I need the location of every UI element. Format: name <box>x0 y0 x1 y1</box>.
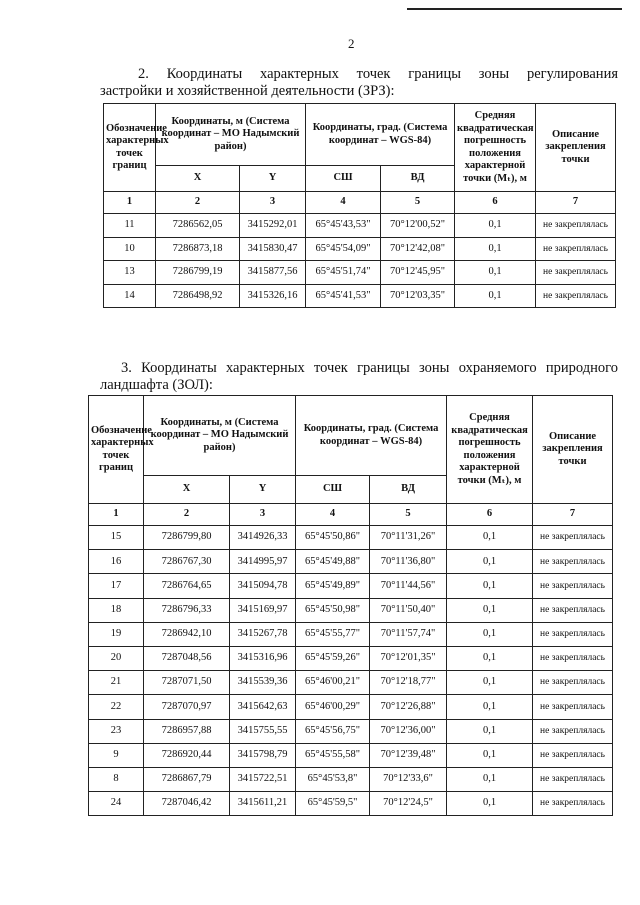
zol-coordinates-table <box>88 395 613 816</box>
y-coordinate: 3415094,78 <box>230 574 296 598</box>
longitude: 70°12'01,35" <box>370 646 447 670</box>
rmse-value: 0,1 <box>447 598 533 622</box>
column-number: 7 <box>533 504 613 526</box>
y-coordinate: 3415316,96 <box>230 646 296 670</box>
rmse-value: 0,1 <box>447 671 533 695</box>
table-row <box>104 214 616 238</box>
header-x: X <box>144 476 230 504</box>
latitude: 65°45'54,09" <box>306 237 381 261</box>
x-coordinate: 7286764,65 <box>144 574 230 598</box>
table-row <box>89 695 613 719</box>
y-coordinate: 3415642,63 <box>230 695 296 719</box>
header-description: Описание закрепления точки <box>536 104 616 192</box>
fixation-description: не закреплялась <box>533 695 613 719</box>
header-x: X <box>156 166 240 192</box>
y-coordinate: 3415722,51 <box>230 767 296 791</box>
fixation-description: не закреплялась <box>536 214 616 238</box>
column-number: 3 <box>230 504 296 526</box>
point-id: 11 <box>104 214 156 238</box>
rmse-value: 0,1 <box>455 214 536 238</box>
fixation-description: не закреплялась <box>533 550 613 574</box>
rmse-value: 0,1 <box>447 792 533 816</box>
table-row <box>89 743 613 767</box>
rmse-value: 0,1 <box>447 622 533 646</box>
table-row <box>89 550 613 574</box>
fixation-description: не закреплялась <box>533 622 613 646</box>
rmse-value: 0,1 <box>447 695 533 719</box>
x-coordinate: 7286562,05 <box>156 214 240 238</box>
table-row <box>104 284 616 308</box>
rmse-value: 0,1 <box>447 526 533 550</box>
header-coords-deg: Координаты, град. (Система координат – WGS-84) <box>306 104 455 166</box>
point-id: 20 <box>89 646 144 670</box>
fixation-description: не закреплялась <box>536 261 616 285</box>
latitude: 65°45'50,98" <box>296 598 370 622</box>
point-id: 21 <box>89 671 144 695</box>
longitude: 70°11'57,74" <box>370 622 447 646</box>
latitude: 65°45'41,53" <box>306 284 381 308</box>
header-y: Y <box>230 476 296 504</box>
longitude: 70°12'00,52" <box>381 214 455 238</box>
table-row <box>89 671 613 695</box>
x-coordinate: 7286867,79 <box>144 767 230 791</box>
y-coordinate: 3414926,33 <box>230 526 296 550</box>
latitude: 65°45'53,8" <box>296 767 370 791</box>
rmse-value: 0,1 <box>447 767 533 791</box>
y-coordinate: 3415326,16 <box>240 284 306 308</box>
latitude: 65°45'49,88" <box>296 550 370 574</box>
rmse-value: 0,1 <box>455 284 536 308</box>
column-number: 6 <box>447 504 533 526</box>
x-coordinate: 7286767,30 <box>144 550 230 574</box>
longitude: 70°12'36,00" <box>370 719 447 743</box>
section-3-heading <box>100 360 618 394</box>
x-coordinate: 7286957,88 <box>144 719 230 743</box>
rmse-value: 0,1 <box>447 646 533 670</box>
header-lon: ВД <box>370 476 447 504</box>
fixation-description: не закреплялась <box>533 646 613 670</box>
rmse-value: 0,1 <box>447 574 533 598</box>
latitude: 65°45'55,58" <box>296 743 370 767</box>
longitude: 70°12'39,48" <box>370 743 447 767</box>
table-row <box>89 574 613 598</box>
rmse-value: 0,1 <box>447 743 533 767</box>
y-coordinate: 3415292,01 <box>240 214 306 238</box>
point-id: 15 <box>89 526 144 550</box>
column-number: 4 <box>296 504 370 526</box>
latitude: 65°46'00,21" <box>296 671 370 695</box>
x-coordinate: 7286942,10 <box>144 622 230 646</box>
top-rule-line <box>407 8 622 10</box>
header-coords-deg: Координаты, град. (Система координат – WGS-84) <box>296 396 447 476</box>
section-2-heading <box>100 66 618 100</box>
column-number: 3 <box>240 192 306 214</box>
column-number: 7 <box>536 192 616 214</box>
longitude: 70°12'24,5" <box>370 792 447 816</box>
point-id: 8 <box>89 767 144 791</box>
table-row <box>89 622 613 646</box>
header-y: Y <box>240 166 306 192</box>
point-id: 23 <box>89 719 144 743</box>
column-number: 6 <box>455 192 536 214</box>
point-id: 10 <box>104 237 156 261</box>
fixation-description: не закреплялась <box>533 767 613 791</box>
fixation-description: не закреплялась <box>533 743 613 767</box>
point-id: 18 <box>89 598 144 622</box>
x-coordinate: 7287071,50 <box>144 671 230 695</box>
column-number: 4 <box>306 192 381 214</box>
point-id: 14 <box>104 284 156 308</box>
column-number-row <box>89 504 613 526</box>
latitude: 65°45'49,89" <box>296 574 370 598</box>
longitude: 70°11'50,40" <box>370 598 447 622</box>
fixation-description: не закреплялась <box>533 792 613 816</box>
column-number: 1 <box>104 192 156 214</box>
y-coordinate: 3415169,97 <box>230 598 296 622</box>
y-coordinate: 3414995,97 <box>230 550 296 574</box>
header-rmse: Средняя квадратическая погрешность положения характерной точки (Mₜ), м <box>447 396 533 504</box>
y-coordinate: 3415830,47 <box>240 237 306 261</box>
longitude: 70°12'42,08" <box>381 237 455 261</box>
y-coordinate: 3415539,36 <box>230 671 296 695</box>
fixation-description: не закреплялась <box>533 598 613 622</box>
longitude: 70°12'26,88" <box>370 695 447 719</box>
section-3-title-line-1: 3. Координаты характерных точек границы зоны охраняемого природного <box>121 360 618 376</box>
longitude: 70°12'33,6" <box>370 767 447 791</box>
fixation-description: не закреплялась <box>536 237 616 261</box>
column-number: 5 <box>381 192 455 214</box>
point-id: 22 <box>89 695 144 719</box>
x-coordinate: 7286796,33 <box>144 598 230 622</box>
longitude: 70°12'18,77" <box>370 671 447 695</box>
header-lat: СШ <box>296 476 370 504</box>
header-lon: ВД <box>381 166 455 192</box>
latitude: 65°45'43,53" <box>306 214 381 238</box>
header-lat: СШ <box>306 166 381 192</box>
fixation-description: не закреплялась <box>536 284 616 308</box>
y-coordinate: 3415611,21 <box>230 792 296 816</box>
x-coordinate: 7286799,80 <box>144 526 230 550</box>
point-id: 19 <box>89 622 144 646</box>
column-number: 2 <box>156 192 240 214</box>
table-row <box>89 792 613 816</box>
latitude: 65°45'56,75" <box>296 719 370 743</box>
latitude: 65°45'51,74" <box>306 261 381 285</box>
latitude: 65°46'00,29" <box>296 695 370 719</box>
page-number: 2 <box>348 36 355 51</box>
table-row <box>89 646 613 670</box>
rmse-value: 0,1 <box>447 550 533 574</box>
longitude: 70°11'36,80" <box>370 550 447 574</box>
x-coordinate: 7286498,92 <box>156 284 240 308</box>
point-id: 17 <box>89 574 144 598</box>
table-row <box>104 237 616 261</box>
point-id: 16 <box>89 550 144 574</box>
longitude: 70°12'03,35" <box>381 284 455 308</box>
section-3-title-line-2: ландшафта (ЗОЛ): <box>100 377 213 393</box>
column-number: 1 <box>89 504 144 526</box>
table-row <box>89 767 613 791</box>
rmse-value: 0,1 <box>455 261 536 285</box>
latitude: 65°45'59,26" <box>296 646 370 670</box>
y-coordinate: 3415798,79 <box>230 743 296 767</box>
y-coordinate: 3415755,55 <box>230 719 296 743</box>
point-id: 13 <box>104 261 156 285</box>
fixation-description: не закреплялась <box>533 671 613 695</box>
x-coordinate: 7286799,19 <box>156 261 240 285</box>
section-2-title-line-2: застройки и хозяйственной деятельности (ЗРЗ): <box>100 83 395 99</box>
table-row <box>89 598 613 622</box>
table-row <box>89 526 613 550</box>
header-coords-m: Координаты, м (Система координат – МО Надымский район) <box>144 396 296 476</box>
longitude: 70°11'44,56" <box>370 574 447 598</box>
latitude: 65°45'50,86" <box>296 526 370 550</box>
column-number: 2 <box>144 504 230 526</box>
y-coordinate: 3415877,56 <box>240 261 306 285</box>
x-coordinate: 7286920,44 <box>144 743 230 767</box>
rmse-value: 0,1 <box>447 719 533 743</box>
header-coords-m: Координаты, м (Система координат – МО Надымский район) <box>156 104 306 166</box>
table-row <box>104 261 616 285</box>
rmse-value: 0,1 <box>455 237 536 261</box>
zrz-coordinates-table <box>103 103 616 308</box>
x-coordinate: 7287046,42 <box>144 792 230 816</box>
x-coordinate: 7287070,97 <box>144 695 230 719</box>
longitude: 70°12'45,95" <box>381 261 455 285</box>
section-2-title-line-1: 2. Координаты характерных точек границы зоны регулирования <box>138 66 618 82</box>
x-coordinate: 7286873,18 <box>156 237 240 261</box>
header-designation: Обозначение характерных точек границ <box>104 104 156 192</box>
table-row <box>89 719 613 743</box>
y-coordinate: 3415267,78 <box>230 622 296 646</box>
column-number: 5 <box>370 504 447 526</box>
fixation-description: не закреплялась <box>533 719 613 743</box>
point-id: 9 <box>89 743 144 767</box>
fixation-description: не закреплялась <box>533 574 613 598</box>
header-designation: Обозначение характерных точек границ <box>89 396 144 504</box>
fixation-description: не закреплялась <box>533 526 613 550</box>
longitude: 70°11'31,26" <box>370 526 447 550</box>
header-description: Описание закрепления точки <box>533 396 613 504</box>
latitude: 65°45'55,77" <box>296 622 370 646</box>
column-number-row <box>104 192 616 214</box>
header-rmse: Средняя квадратическая погрешность положения характерной точки (Mₜ), м <box>455 104 536 192</box>
latitude: 65°45'59,5" <box>296 792 370 816</box>
point-id: 24 <box>89 792 144 816</box>
x-coordinate: 7287048,56 <box>144 646 230 670</box>
